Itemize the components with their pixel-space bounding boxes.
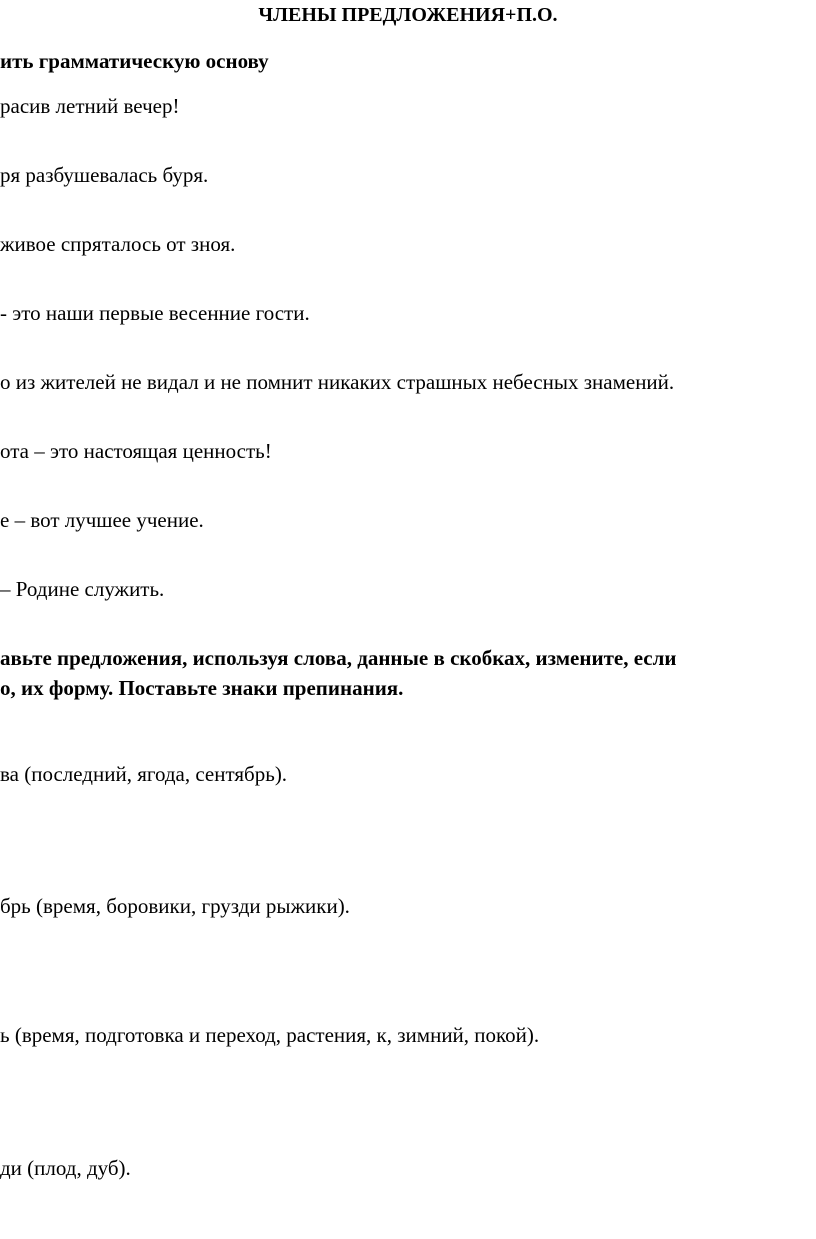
task2-heading-line-2: о, их форму. Поставьте знаки препинания. — [0, 676, 404, 700]
task1-sentence-7: е – вот лучшее учение. — [0, 508, 204, 532]
task1-sentence-5: о из жителей не видал и не помнит никаких страшных небесных знамений. — [0, 370, 675, 394]
task1-sentence-8: – Родине служить. — [0, 577, 165, 601]
task1-sentence-1: расив летний вечер! — [0, 94, 180, 118]
task1-sentence-3: живое спряталось от зноя. — [0, 232, 236, 256]
task1-sentence-6: ота – это настоящая ценность! — [0, 439, 272, 463]
task1-heading: ить грамматическую основу — [0, 49, 269, 73]
task1-sentence-4: - это наши первые весенние гости. — [0, 301, 310, 325]
page-title: ЧЛЕНЫ ПРЕДЛОЖЕНИЯ+П.О. — [258, 4, 558, 26]
task2-exercise-4: ди (плод, дуб). — [0, 1156, 131, 1180]
task2-heading-line-1: авьте предложения, используя слова, данные в скобках, измените, если — [0, 646, 677, 670]
task1-sentence-2: ря разбушевалась буря. — [0, 163, 209, 187]
task2-exercise-3: ь (время, подготовка и переход, растения, к, зимний, покой). — [0, 1023, 540, 1047]
task2-exercise-1: ва (последний, ягода, сентябрь). — [0, 762, 288, 786]
task2-exercise-2: брь (время, боровики, грузди рыжики). — [0, 894, 350, 918]
